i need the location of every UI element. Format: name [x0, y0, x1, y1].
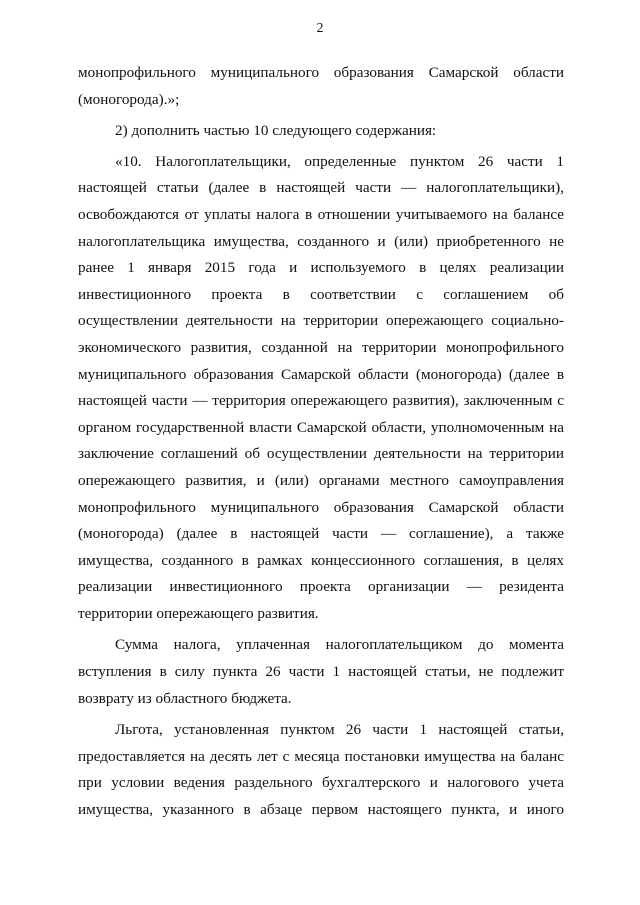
paragraph-part-10: «10. Налогоплательщики, определенные пунктом 26 части 1 настоящей статьи (далее в настоящей части — налогоплательщики), освобождаются от уплаты налога в отношении учитываемого на балансе налогоплательщика имущества, созданного и (или) приобретенного не ранее 1 января 2015 года и используемого в целях реализации инвестиционного проекта в соответствии с соглашением об осуществлении деятельности на территории опережающего социально-экономического развития, созданной на территории монопрофильного муниципального образования Самарской области (моногорода) (далее в настоящей части — территория опережающего развития), заключенным с органом государственной власти Самарской области, уполномоченным на заключение соглашений об осуществлении деятельности на территории опережающего развития, и (или) органами местного самоуправления монопрофильного муниципального образования Самарской области (моногорода) (далее в настоящей части — соглашение), а также имущества, созданного в рамках концессионного соглашения, в целях реализации инвестиционного проекта организации — резидента территории опережающего развития. [78, 152, 564, 622]
page-number: 2 [316, 21, 324, 36]
paragraph-benefit-term: Льгота, установленная пунктом 26 части 1 настоящей статьи, предоставляется на десять лет с месяца постановки имущества на баланс при условии ведения раздельного бухгалтерского и налогового учета имущества, указанного в абзаце первом настоящего пункта, и иного [78, 721, 564, 819]
paragraph-continuation: монопрофильного муниципального образования Самарской области (моногорода).»; [78, 64, 564, 108]
paragraph-tax-refund: Сумма налога, уплаченная налогоплательщиком до момента вступления в силу пункта 26 части 1 настоящей статьи, не подлежит возврату из областного бюджета. [78, 636, 564, 707]
paragraph-amendment-item: 2) дополнить частью 10 следующего содержания: [115, 122, 437, 140]
document-body [78, 60, 564, 829]
